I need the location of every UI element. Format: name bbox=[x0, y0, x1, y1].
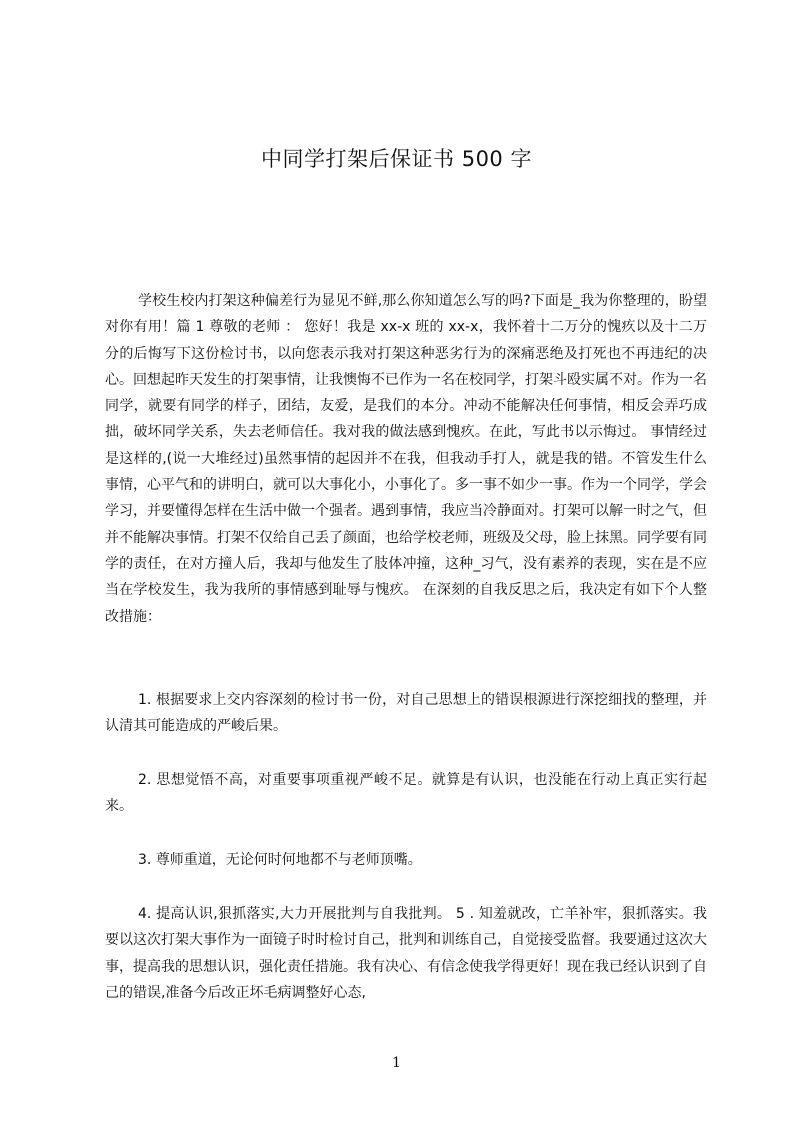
list-item: 2. 思想觉悟不高，对重要事项重视严峻不足。就算是有认识，也没能在行动上真正实行起来。 bbox=[105, 772, 707, 815]
list-item: 3. 尊师重道，无论何时何地都不与老师顶嘴。 bbox=[138, 852, 422, 868]
list-item: 4. 提高认识,狠抓落实,大力开展批判与自我批判。 5 . 知羞就改，亡羊补牢，狠抓落实。我要以这次打架大事作为一面镜子时时检讨自己，批判和训练自己，自觉接受监督。我要通过这次大事，提高我的思想认识，强化责任措施。我有决心、有信念使我学得更好！现在我已经认识到了自己的错误,准备今后改正坏毛病调整好心态, bbox=[105, 906, 707, 1001]
intro-paragraph: 学校生校内打架这种偏差行为显见不鲜,那么你知道怎么写的吗?下面是_我为你整理的，盼望对你有用！篇 1 尊敬的老师 ： 您好！我是 xx-x 班的 xx-x，我怀着十二万分的愧疚以及十二万分的后悔写下这份检讨书，以向您表示我对打架这种恶劣行为的深痛恶绝及打死也不再违纪的决心。回想起昨天发生的打架事情，让我懊悔不已作为一名在校同学，打架斗殴实属不对。作为一名同学，就要有同学的样子，团结，友爱，是我们的本分。冲动不能解决任何事情，相反会弄巧成拙，破坏同学关系，失去老师信任。我对我的做法感到愧疚。在此，写此书以示悔过。 事情经过是这样的,(说一大堆经过)虽然事情的起因并不在我，但我动手打人，就是我的错。不管发生什么事情，心平气和的讲明白，就可以大事化小，小事化了。多一事不如少一事。作为一个同学，学会学习，并要懂得怎样在生活中做一个强者。遇到事情，我应当冷静面对。打架可以解一时之气，但并不能解决事情。打架不仅给自己丢了颜面，也给学校老师，班级及父母，脸上抹黑。同学要有同学的责任，在对方撞人后，我却与他发生了肢体冲撞，这种_习气，没有素养的表现，实在是不应当在学校发生，我为我所的事情感到耻辱与愧疚。 在深刻的自我反思之后，我决定有如下个人整改措施： bbox=[105, 293, 707, 625]
list-item: 1. 根据要求上交内容深刻的检讨书一份，对自己思想上的错误根源进行深挖细找的整理，并认清其可能造成的严峻后果。 bbox=[105, 692, 707, 735]
document-title: 中同学打架后保证书 500 字 bbox=[261, 147, 532, 171]
page-number: 1 bbox=[392, 1055, 401, 1071]
